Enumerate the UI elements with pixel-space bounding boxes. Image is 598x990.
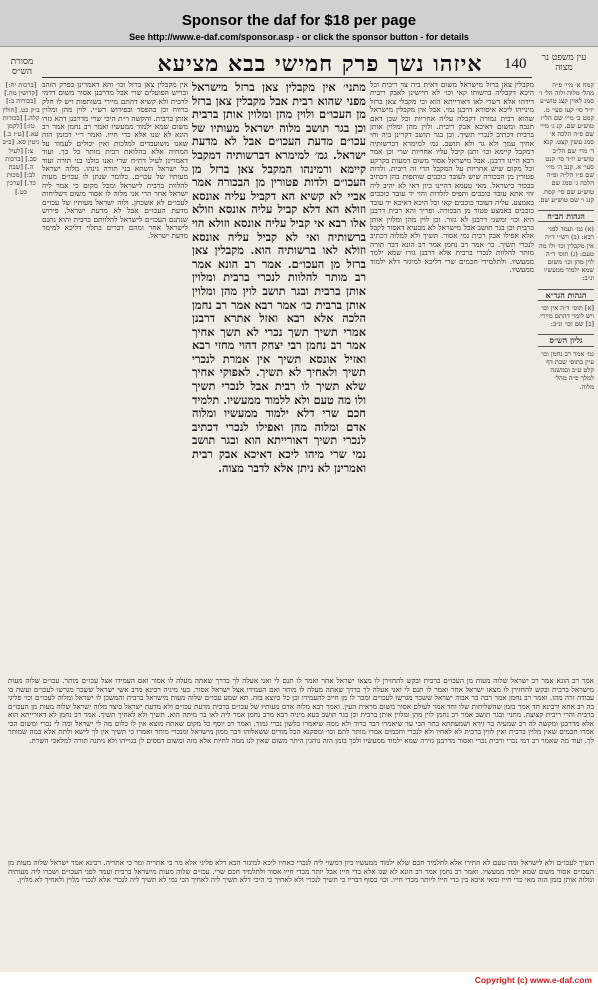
bottom-commentary xyxy=(8,677,594,855)
ein-mishpat-label: עין משפט נר מצוה xyxy=(541,53,587,73)
tosafot-text: אין מקבלין צאן ברזל וכו׳ והא דאמרינן בפרק הזהב ובריש הפועלים שרי אבל מדרבנן אסור משום דדמי לרבית ולא קשיא דהתם מיירי בשותפות ויש לו חלק ברווח וכן בהפסד ובפירוש רש״י. לוין מהן ומלוין אותן ברבית. והקשה ר״ת היכי שרי מדרבנן דהא גזרו משום שמא ילמוד ממעשיו ואמר רב נחמן אמר רב הונא לא שנו אלא כדי חייו. ואמר ר״י דבזמן הזה שאנו משועבדים למלכות ואין יכולים לעמוד על המחיה אלא בהלואת רבית מותר כל כך. ועוד דאמרינן לעיל דת״ח שרי ואנו כולנו בני תורה ועוד כל ישראל השתא בני תורה נינהו. מלוה ישראל מעותיו של עכו״ם. כלומר שנתן לו עכו״ם מעות להלוות ברבית לישראל ומכל מקום כי אמר ליה ישראל אחר הרי אני מלוה לו אסור משום דשליחות לעכו״ם לא אשכחן. ולוה ישראל מעותיו של עכו״ם מדעת העכו״ם אבל לא מדעת ישראל. פירוש שנתנם העכו״ם לישראל להלוותם ברבית והוא נתנם לישראל אחר ומהם דברים בתלוי דליכא למימר מדעת ישראל. xyxy=(42,81,188,241)
hagahot-hagra-label: הגהות הגר״א xyxy=(538,289,594,301)
sponsor-banner-title[interactable]: Sponsor the daf for $18 per page xyxy=(181,12,417,29)
mishnah-gemara-text: מתני׳ אין מקבלין צאן ברזל מישראל מפני שהוא רבית אבל מקבלין צאן ברזל מן העכו״ם ולוין מהן ומלוין אותן ברבית וכן בגר תושב מלוה ישראל מעותיו של עכו״ם מדעת העכו״ם אבל לא מדעת ישראל. גמ׳ למימרא דברשותיה דמקבל קיימא ורמינהו המקבל צאן ברזל מן העכו״ם ולדות פטורין מן הבכורה אמר אביי לא קשיא הא דקביל עליה אונסא וזולא הא דלא קביל עליה אונסא וזולא אלו רבא אי קביל עליה אונסא וזולא הוי ברשותיה ואי לא קביל עליה אונסא וזולא לאו ברשותיה הוא. מקבלין צאן ברזל מן העכו״ם. אמר רב הונא אמר רב מותר להלוות לנכרי ברבית ומלוין אותן ברבית ובגר תושב לוין מהן ומלוין אותן ברבית כו׳ אמר רבא אמר רב נחמן הלכה אלא רבא ואזל אתרא דרבנן אמרי תשיך תשך נכרי לא תשך אחיך אמר רב נחמן רבי יצחק דהוי מחזי רבא ואזיל אונסא תשיך אין אמרת לנכרי תשיך ולאחיך לא תשיך. לאפוקי אחיך שלא תשיך לו רבית אבל לנכרי תשיך ולו מה טעם ולא ללמוד ממעשיו. תלמיד חכם שרי דלא ילמוד ממעשיו ומלוה אדם ומלוה מהן ואפילו לנכרי דכתיב לנכרי תשיך דאורייתא הוא ובגר תושב נמי שרי מיהו ליכא דאיכא אבק רבית ואמרינן לא ניתן אלא לדבר מצוה. xyxy=(192,81,366,475)
hagahot-habach-notes: (א) גמ׳ ועמד לפני רבא: (ב) רש״י ד״ה אין מקבלין וכו׳ ולו מה טעם: (ג) תוס׳ ד״ה לוין מהן וכו׳ משום שמא ילמוד ממעשיו ונ״ב: xyxy=(538,225,594,283)
masoret-hashas-label: מסורת הש״ס xyxy=(10,57,34,77)
gilyon-hashas-label: גליון הש״ס xyxy=(538,334,594,346)
left-gutter xyxy=(2,81,40,671)
rashi-column xyxy=(370,81,534,671)
page-header xyxy=(0,51,598,77)
sponsor-banner[interactable] xyxy=(0,0,598,47)
main-text-column xyxy=(192,81,366,671)
copyright-link[interactable]: Copyright (c) www.e-daf.com xyxy=(474,975,592,985)
bottom-gemara xyxy=(8,859,594,969)
hagahot-habach-label: הגהות הב״ח xyxy=(538,210,594,222)
ein-mishpat-notes: קמח א׳ מיי׳ פ״ה מהל׳ מלוה ולוה הל׳ ו׳ סמג לאוין קצג טוש״ע יו״ד סי׳ קעז סעי׳ מ. קמט ב׳ מיי׳ שם הל״ז טוש״ע שם. קנ ג׳ מיי׳ שם פ״ה הלכה א׳ סמג עשין קצט. קנא ד׳ מיי׳ שם הל״ב טוש״ע יו״ד סי׳ קנט סעי׳ א. קנב ה׳ מיי׳ שם פ״ו הל״ה ופ״ה הלכה ג׳ סמג שם טוש״ע שם סי׳ קסח. קנג ו׳ שם טוש״ע שם. xyxy=(538,81,594,204)
rashi-text: מקבלין צאן ברזל מישראל משום דאית ביה צד ריבית וכל היכא דקבליה ברשותו קאי וכו׳ לא חיישינן לאבק ריבית דידהו אלא דשרי לאו דאורייתא הוא וכי מקבלי צאן ברזל מינייהו ליכא איסורא דרבנן נמי. אבל אין מקבלין מישראל שהוא רבית גמורה דקבלה עליה אחריות וכל שכן דאם תגבה ומשום דאיכא אבק ריבית. ולוין מהן ומלוין אותן ברבית דכתיב לנכרי תשיך. וכן בגר תושב דקרינן ביה וחי אחיך עמך ולא גר ולא תושב. גמ׳ למימרא דברשותיה דמקבל קיימא וכו׳ ותנן קיבל עליו אחריות שרי וכן אמר רבא היינו דרבנן. אבל מישראל אסור משום דמעות בקרקע וכל מקום שיש אחריות על המקבל הרי זה ריבית. ולדות פטורין מן הבכורה שיש לעובד כוכבים שותפות בהן דכתיב בבכור בישראל. מאי טעמא דהיינו כיון דאי לא יהיב ליה זוזי אתא עובד כוכבים ותפיס לולדות והוי יד עובד כוכבים באמצע. עליה דעובד כוכבים קאי וכל היכא דאיכא יד עובד כוכבים באמצע פטור מן הבכורה. ופריך והא רבית דרבנן היא וכו׳ ומשני דרבנן לא גזור. וכן לוין מהן ומלוין אותן ברבית וכן בגר תושב אבל מישראל לא מבעיא דאסור לקבל אלא אפילו אבק רבית נמי אסור. תשיך ולא למלוה דכתיב לנכרי תשיך. כו׳ אמר רב נחמן אמר רב הונא דבר תורה מותר להלוות לנכרי ברבית אלא דרבנן גזרו שמא ילמד ממעשיו. ולתלמידי חכמים שרי דליכא למיגזר דלא ילמוד ממעשיו. xyxy=(370,81,534,274)
page-number: 140 xyxy=(504,56,527,72)
header-divider xyxy=(42,77,532,78)
page-headline: איזהו נשך פרק חמישי בבא מציעא xyxy=(157,51,483,77)
right-gutter xyxy=(538,81,594,641)
footer xyxy=(0,972,598,990)
hagahot-hagra-notes: [א] תוס׳ ד״ה אין וכו׳ ויש לומר דהתם מיירי. [ב] שם וכו׳ ונ״ב: xyxy=(538,303,594,329)
masoret-hashas-notes: [ברכות יח:] [קדושין מה.] [בכורות ב:] ב״ק כט. [חולין קלה.] [בכורות טז:] [לקמן עא.] [ע״ז כ.] גיטין סא. [ב״ב צ:] [לעיל סב.] [ברכות ה.] [שבת לב:] [מכות כד.] [ערכין כט.] xyxy=(2,81,40,196)
tosafot-column xyxy=(42,81,188,671)
bottom-gemara-text: תשיך לעכו״ם ולא לישראל ומה טעם לא התירו אלא לתלמיד חכם שלא ילמוד ממעשיו כיון דמשוי ליה לנכרי כאחיו ליכא למיגזר הכא דלא פליגי אלא מר כי אתריה ומר כי אתריה. רבינא אמר ישראל שלוה מעות מן העכו״ם אסור משום שמא ילמד ממעשיו. ואמר רב נחמן אמר רב הונא לא שנו אלא כדי חייו אבל יותר מכדי חייו אסור ולתלמיד חכם שרי. עכו״ם שלוה מעות מישראל ברבית ועמד לפני העכו״ם ושכרו ליה מעותיה ומלוה אותן בזמן הזה מאי כדי חייו ומאי איכא בין כדי חייו ליותר מכדי חייו. וכו׳ בסוף דבריו כי תשיך לנכרי ולא לאחיך כי היכי דלא תשיך ליה לאחיך הכי נמי לא תשיך ליה לנכרי אלא לנכרי מלוין ולאחיך לא מלוין. xyxy=(8,859,594,885)
gilyon-hashas-notes: גמ׳ אמר רב נחמן וכו׳ עיין בתוס׳ שבת דף קלט ע״ב ובמשנה למלך פ״ה מהל׳ מלוה. xyxy=(540,349,594,391)
sponsor-banner-subtitle[interactable]: See http://www.e-daf.com/sponsor.asp - or click the sponsor button - for details xyxy=(129,32,469,42)
bottom-commentary-text: אמר רב הונא אמר רב ישראל שלוה מעות מן העכו״ם ברבית ובקש להחזירן לו מצאו ישראל אחר ואמר לו תנם לי ואני אעלה לך כדרך שאתה מעלה לו אסור ואם העמידו אצל עכו״ם מותר. עכו״ם שלוה מעות מישראל ברבית ובקש להחזירן לו מצאו ישראל אחר ואמר לו תנם לי ואני אעלה לך כדרך שאתה מעלה לו מותר ואם העמידו אצל ישראל אסור. בעי מיניה רבינא מרב אשי ישראל ששכר מגרשו לעכו״ם ועשה בו עבודה זרה מהו. ואמר רב נחמן אמר רבה בר אבוה ישראל ששכר מגרשו לעכו״ם ומכר לו מן חייב להעמידו וכן כל כיוצא בזה. תא שמע עכו״ם שלוה מעות מישראל ברבית והמשכן לו ישראל ומלוה לעכו״ם וכו׳ פליגי בה רב אחא ורבינא חד אמר בזמן שהשליחות שלו וחד אמר לעולם אסור משום מראית העין. ואמר רבא מלוה אדם מעותיו של עכו״ם ברבית מדעת עכו״ם ולא מדעת ישראל כיצד מלוה ישראל שלוה מעות מן העכו״ם ברבית והרי ריבית קצוצה. מתני׳ ובגר תושב אמר רב נחמן לוין מהן ומלוין אותן ברבית וכן בגר תושב בעא מיניה רבא מרב נחמן אמר ליה לאו בר מיתה הוא. תשיך ולא לאחיך תשיך. אמר רב נחמן לא דאורייתא הוא אלא מדרבנן ומקשה לה רב שמעיה בר זירא ושמעתתא בתר הכי עד שיאמרו דבר ברור ולא ממה שיאמרו בלשון נכרי גמור. ואמר רב יוסף כל מקום שאתה מוצא אין לו כלום מה לי ישראל ומה לי נכרי ומשום הכי אמרו חכמים שאין מלוין ברבית ואין לווין ברבית לא לאחיו ולא לנכרי וחכמים אמרו מותר להם וכו׳ ומסקנא הכל מודים ששאלוהו דבר ממון מישראל ומנכרי מותר ואמרו כי תשיך אין לך לישא ולתת אלא במה שמותר לך. ועוד מה שאמר רב דמי נכרי ורבית נכרי ואסור מדרבנן גזירה שמא ילמוד ממעשיו ולכך בזמן הזה נוהגין היתר משום שאין לנו ממה לחיות אלא מזה ומשום דמסים לן בגוייהו ולא ניתנה תורה למלאכי השרת. xyxy=(8,677,594,745)
talmud-page xyxy=(0,47,598,972)
